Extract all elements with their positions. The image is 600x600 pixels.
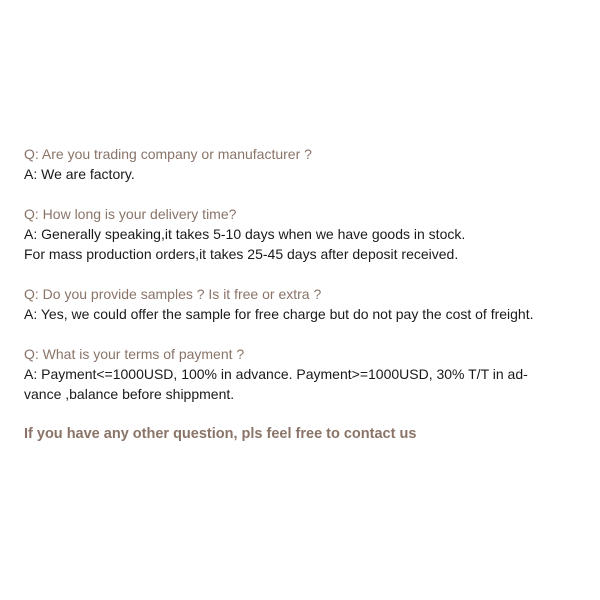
faq-question: Q: Do you provide samples ? Is it free or extra ? xyxy=(24,286,322,302)
faq-item xyxy=(24,144,584,184)
faq-answer-line: A: We are factory. xyxy=(24,166,135,182)
faq-question: Q: Are you trading company or manufacturer ? xyxy=(24,146,312,162)
faq-answer-line: A: Payment<=1000USD, 100% in advance. Payment>=1000USD, 30% T/T in ad- xyxy=(24,366,528,382)
faq-question: Q: How long is your delivery time? xyxy=(24,206,237,222)
faq-section xyxy=(24,144,584,444)
faq-item xyxy=(24,204,584,264)
faq-answer-line: A: Yes, we could offer the sample for free charge but do not pay the cost of freight. xyxy=(24,306,534,322)
faq-answer-line: For mass production orders,it takes 25-45 days after deposit received. xyxy=(24,246,459,262)
faq-item xyxy=(24,284,584,324)
faq-answer-line: vance ,balance before shippment. xyxy=(24,386,235,402)
faq-question: Q: What is your terms of payment ? xyxy=(24,346,245,362)
faq-answer-line: A: Generally speaking,it takes 5-10 days when we have goods in stock. xyxy=(24,226,466,242)
faq-item xyxy=(24,344,584,404)
contact-note: If you have any other question, pls feel free to contact us xyxy=(24,426,417,442)
